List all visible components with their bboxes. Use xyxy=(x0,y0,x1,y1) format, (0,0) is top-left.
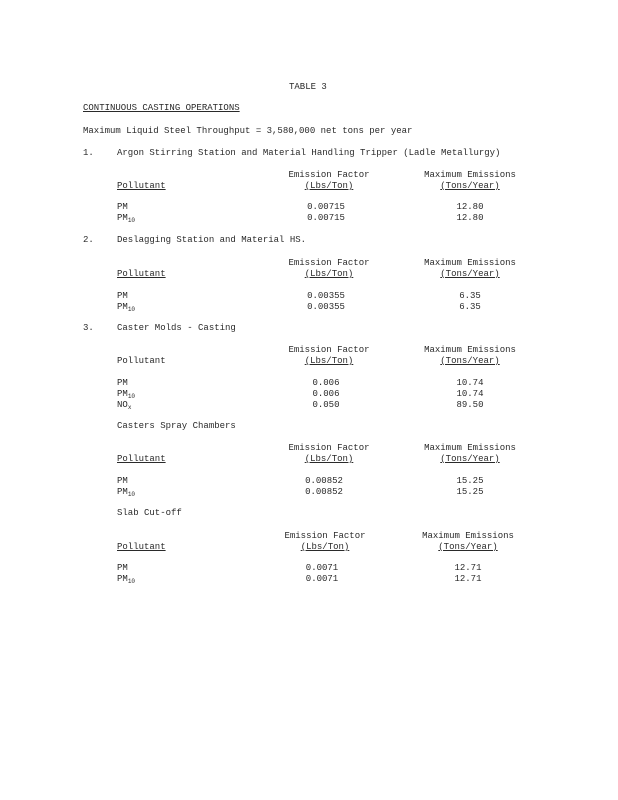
emissions-cell: 89.50 xyxy=(456,400,484,410)
table-row: $PM_{10}$ xyxy=(117,487,136,498)
emissions-cell: 12.80 xyxy=(456,202,484,212)
emissions-cell: 10.74 xyxy=(456,389,484,399)
factor-cell: 0.006 xyxy=(312,378,340,388)
factor-cell: 0.0071 xyxy=(305,563,339,573)
pollutant-header: Pollutant xyxy=(117,181,166,191)
factor-cell: 0.00355 xyxy=(307,302,345,312)
table-row: PM xyxy=(117,476,128,486)
max-emissions-header: Maximum Emissions xyxy=(422,531,514,541)
section-heading: CONTINUOUS CASTING OPERATIONS xyxy=(83,103,240,113)
factor-cell: 0.00355 xyxy=(307,291,345,301)
table-row: PM xyxy=(117,563,128,573)
pollutant-header: Pollutant xyxy=(117,356,166,366)
emission-factor-unit: (Lbs/Ton) xyxy=(300,542,350,552)
emissions-cell: 15.25 xyxy=(456,476,484,486)
table-row: $PM_{10}$ xyxy=(117,213,136,224)
max-emissions-unit: (Tons/Year) xyxy=(440,454,500,464)
section-title: Slab Cut-off xyxy=(117,508,182,518)
table-row: PM xyxy=(117,202,128,212)
factor-cell: 0.00715 xyxy=(307,202,345,212)
max-emissions-header: Maximum Emissions xyxy=(424,345,516,355)
emission-factor-header: Emission Factor xyxy=(288,443,370,453)
section-title: Caster Molds - Casting xyxy=(117,323,236,333)
section-number: 2. xyxy=(83,235,94,245)
section-title: Casters Spray Chambers xyxy=(117,421,236,431)
factor-cell: 0.00852 xyxy=(305,487,343,497)
factor-cell: 0.00852 xyxy=(305,476,343,486)
emission-factor-unit: (Lbs/Ton) xyxy=(304,181,354,191)
section-title: Deslagging Station and Material HS. xyxy=(117,235,307,245)
section-title: Argon Stirring Station and Material Handling Tripper (Ladle Metallurgy) xyxy=(117,148,501,158)
pollutant-header: Pollutant xyxy=(117,269,166,279)
emissions-cell: 15.25 xyxy=(456,487,484,497)
max-emissions-unit: (Tons/Year) xyxy=(440,181,500,191)
max-emissions-header: Maximum Emissions xyxy=(424,170,516,180)
emissions-cell: 6.35 xyxy=(459,302,481,312)
pollutant-header: Pollutant xyxy=(117,542,166,552)
table-row: PM xyxy=(117,291,128,301)
factor-cell: 0.0071 xyxy=(305,574,339,584)
factor-cell: 0.006 xyxy=(312,389,340,399)
emission-factor-header: Emission Factor xyxy=(288,345,370,355)
emissions-cell: 12.80 xyxy=(456,213,484,223)
section-number: 3. xyxy=(83,323,94,333)
max-emissions-unit: (Tons/Year) xyxy=(440,356,500,366)
emission-factor-unit: (Lbs/Ton) xyxy=(304,356,354,366)
emission-factor-unit: (Lbs/Ton) xyxy=(304,454,354,464)
throughput-line: Maximum Liquid Steel Throughput = 3,580,000 net tons per year xyxy=(83,126,413,136)
emissions-cell: 10.74 xyxy=(456,378,484,388)
table-row: $NO_x$ xyxy=(117,400,132,411)
max-emissions-header: Maximum Emissions xyxy=(424,258,516,268)
table-row: PM xyxy=(117,378,128,388)
factor-cell: 0.00715 xyxy=(307,213,345,223)
emission-factor-header: Emission Factor xyxy=(288,170,370,180)
max-emissions-unit: (Tons/Year) xyxy=(438,542,498,552)
table-row: $PM_{10}$ xyxy=(117,302,136,313)
table-title: TABLE 3 xyxy=(289,82,327,92)
table-row: $PM_{10}$ xyxy=(117,389,136,400)
pollutant-header: Pollutant xyxy=(117,454,166,464)
max-emissions-unit: (Tons/Year) xyxy=(440,269,500,279)
emission-factor-unit: (Lbs/Ton) xyxy=(304,269,354,279)
factor-cell: 0.050 xyxy=(312,400,340,410)
emission-factor-header: Emission Factor xyxy=(284,531,366,541)
emission-factor-header: Emission Factor xyxy=(288,258,370,268)
max-emissions-header: Maximum Emissions xyxy=(424,443,516,453)
emissions-cell: 12.71 xyxy=(454,574,482,584)
table-row: $PM_{10}$ xyxy=(117,574,136,585)
emissions-cell: 12.71 xyxy=(454,563,482,573)
section-number: 1. xyxy=(83,148,94,158)
emissions-cell: 6.35 xyxy=(459,291,481,301)
